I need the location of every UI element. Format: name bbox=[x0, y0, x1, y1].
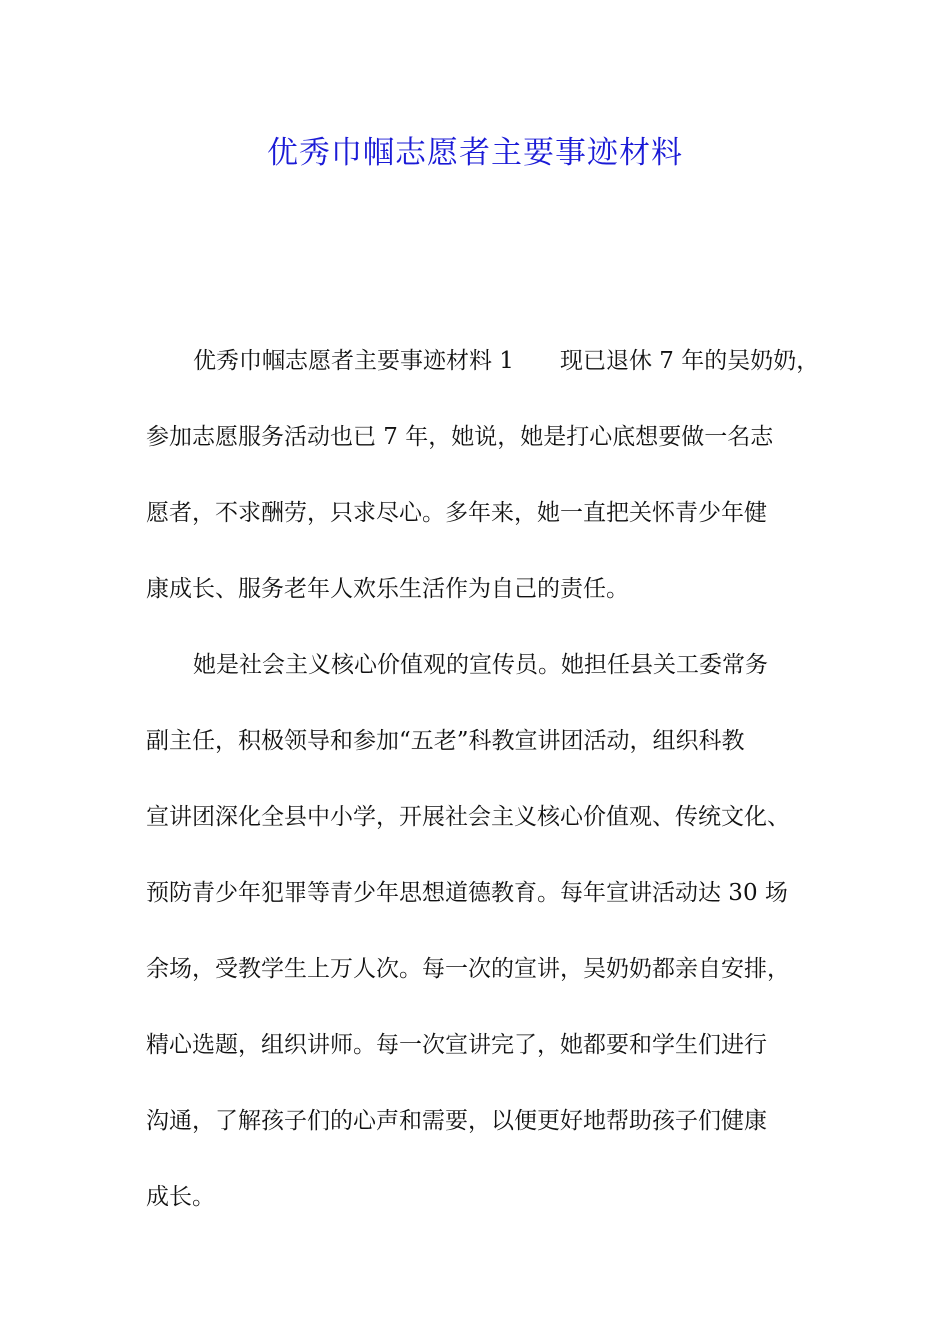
paragraph-2-line-1: 她是社会主义核心价值观的宣传员。她担任县关工委常务 bbox=[193, 652, 768, 678]
paragraph-1-line-4: 康成长、服务老年人欢乐生活作为自己的责任。 bbox=[146, 576, 629, 602]
paragraph-1-line-3: 愿者，不求酬劳，只求尽心。多年来，她一直把关怀青少年健 bbox=[146, 500, 767, 526]
paragraph-2-line-2: 副主任，积极领导和参加“五老”科教宣讲团活动，组织科教 bbox=[146, 728, 745, 754]
paragraph-1-start: 现已退休 7 年的吴奶奶， bbox=[559, 348, 820, 374]
paragraph-1-line-1 bbox=[146, 335, 820, 411]
document-title: 优秀巾帼志愿者主要事迹材料 bbox=[267, 135, 683, 171]
paragraph-2-line-8: 成长。 bbox=[146, 1184, 215, 1210]
paragraph-2-line-3: 宣讲团深化全县中小学，开展社会主义核心价值观、传统文化、 bbox=[146, 804, 790, 830]
paragraph-2-line-5: 余场，受教学生上万人次。每一次的宣讲，吴奶奶都亲自安排， bbox=[146, 956, 790, 982]
document-body bbox=[146, 335, 820, 1247]
paragraph-2-line-4: 预防青少年犯罪等青少年思想道德教育。每年宣讲活动达 30 场 bbox=[146, 880, 788, 906]
paragraph-2-line-7: 沟通，了解孩子们的心声和需要，以便更好地帮助孩子们健康 bbox=[146, 1108, 767, 1134]
paragraph-1-line-2: 参加志愿服务活动也已 7 年，她说，她是打心底想要做一名志 bbox=[146, 424, 774, 450]
section-heading-inline: 优秀巾帼志愿者主要事迹材料 1 bbox=[193, 348, 514, 374]
paragraph-2-line-6: 精心选题，组织讲师。每一次宣讲完了，她都要和学生们进行 bbox=[146, 1032, 767, 1058]
